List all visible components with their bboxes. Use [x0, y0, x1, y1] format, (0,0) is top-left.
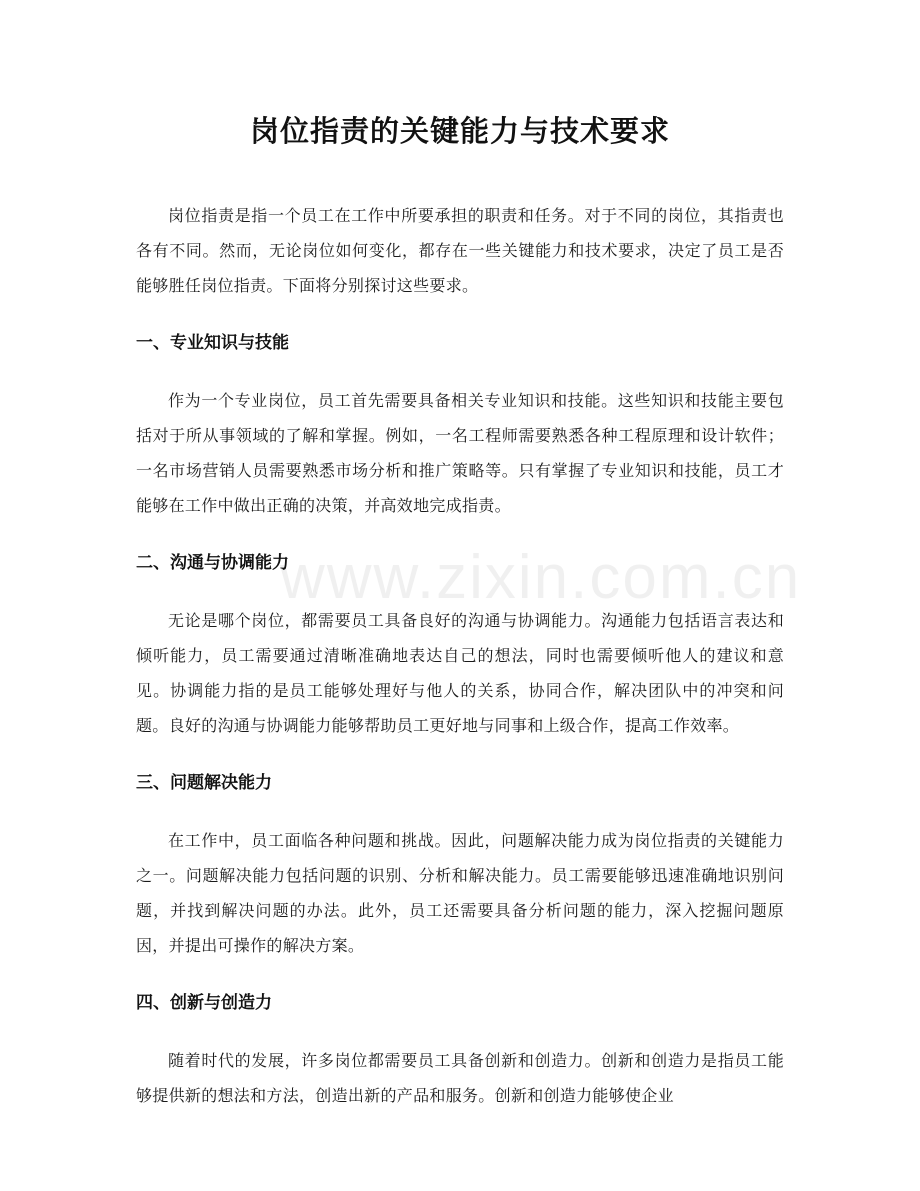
intro-paragraph: 岗位指责是指一个员工在工作中所要承担的职责和任务。对于不同的岗位，其指责也各有不同。然而，无论岗位如何变化，都存在一些关键能力和技术要求，决定了员工是否能够胜任岗位指责。下面将分别探讨这些要求。: [136, 206, 784, 295]
section-body-4: 随着时代的发展，许多岗位都需要员工具备创新和创造力。创新和创造力是指员工能够提供新的想法和方法，创造出新的产品和服务。创新和创造力能够使企业: [136, 1051, 784, 1105]
section-heading-2: 二、沟通与协调能力: [136, 553, 289, 573]
section-body-1: 作为一个专业岗位，员工首先需要具备相关专业知识和技能。这些知识和技能主要包括对于所从事领域的了解和掌握。例如，一名工程师需要熟悉各种工程原理和设计软件；一名市场营销人员需要熟悉市场分析和推广策略等。只有掌握了专业知识和技能，员工才能够在工作中做出正确的决策，并高效地完成指责。: [136, 391, 784, 515]
watermark: www.zixin.com.cn: [280, 543, 802, 612]
section-heading-1: 一、专业知识与技能: [136, 333, 289, 353]
section-heading-4: 四、创新与创造力: [136, 993, 272, 1013]
section-heading-3: 三、问题解决能力: [136, 773, 272, 793]
section-body-3: 在工作中，员工面临各种问题和挑战。因此，问题解决能力成为岗位指责的关键能力之一。问题解决能力包括问题的识别、分析和解决能力。员工需要能够迅速准确地识别问题，并找到解决问题的办法。此外，员工还需要具备分析问题的能力，深入挖掘问题原因，并提出可操作的解决方案。: [136, 831, 784, 955]
section-body-2: 无论是哪个岗位，都需要员工具备良好的沟通与协调能力。沟通能力包括语言表达和倾听能力，员工需要通过清晰准确地表达自己的想法，同时也需要倾听他人的建议和意见。协调能力指的是员工能够处理好与他人的关系，协同合作，解决团队中的冲突和问题。良好的沟通与协调能力能够帮助员工更好地与同事和上级合作，提高工作效率。: [136, 611, 784, 735]
document-title: 岗位指责的关键能力与技术要求: [249, 114, 670, 148]
